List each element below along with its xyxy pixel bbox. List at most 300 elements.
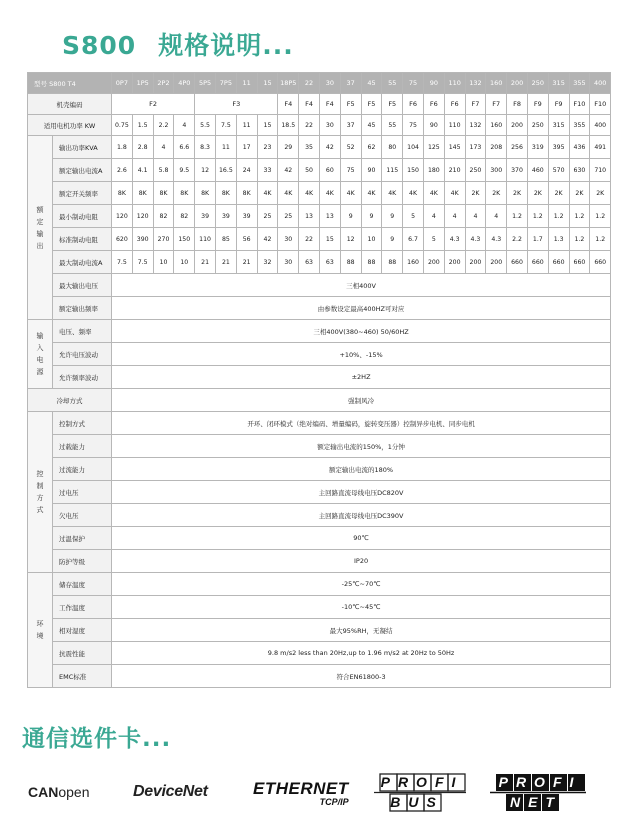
value-cell: 1.2 <box>569 228 590 251</box>
profinet-bottom-text: NET <box>510 794 562 810</box>
value-cell: 56 <box>236 228 257 251</box>
row-label: 过载能力 <box>53 435 112 458</box>
frame-code-cell: F5 <box>382 94 403 115</box>
value-cell: 2K <box>548 182 569 205</box>
value-cell: 208 <box>486 136 507 159</box>
value-cell: 60 <box>319 159 340 182</box>
spec-table <box>27 72 611 688</box>
value-cell: 400 <box>590 115 611 136</box>
model-code-cell: 18P5 <box>278 73 299 94</box>
row-label: 电压、频率 <box>53 320 112 343</box>
value-cell: 82 <box>153 205 174 228</box>
value-cell: 270 <box>153 228 174 251</box>
value-cell: 145 <box>444 136 465 159</box>
value-cell: 4K <box>319 182 340 205</box>
value-cell: 25 <box>257 205 278 228</box>
value-cell: 9 <box>382 228 403 251</box>
value-cell: 39 <box>215 205 236 228</box>
table-row <box>28 228 611 251</box>
value-cell: 1.7 <box>527 228 548 251</box>
value-cell: 4 <box>174 115 195 136</box>
value-cell: 29 <box>278 136 299 159</box>
profinet-top-text: PROFI <box>498 774 582 790</box>
page-subtitle: 规格说明... <box>158 31 294 60</box>
table-row <box>28 435 611 458</box>
span-value-cell: 主回路直流母线电压DC390V <box>112 504 611 527</box>
value-cell: 460 <box>527 159 548 182</box>
frame-code-cell: F10 <box>569 94 590 115</box>
value-cell: 250 <box>527 115 548 136</box>
value-cell: 6.7 <box>403 228 424 251</box>
value-cell: 2.8 <box>132 136 153 159</box>
environment-group-label: 环境 <box>36 620 44 640</box>
value-cell: 21 <box>215 251 236 274</box>
value-cell: 55 <box>382 115 403 136</box>
value-cell: 150 <box>174 228 195 251</box>
row-label: 过流能力 <box>53 458 112 481</box>
value-cell: 23 <box>257 136 278 159</box>
row-label: 欠电压 <box>53 504 112 527</box>
table-row <box>28 320 611 343</box>
value-cell: 1.2 <box>590 205 611 228</box>
value-cell: 8K <box>195 182 216 205</box>
frame-code-cell: F6 <box>444 94 465 115</box>
span-value-cell: -10℃~45℃ <box>112 596 611 619</box>
model-code-cell: 37 <box>340 73 361 94</box>
value-cell: 104 <box>403 136 424 159</box>
value-cell: 85 <box>215 228 236 251</box>
value-cell: 660 <box>548 251 569 274</box>
value-cell: 160 <box>486 115 507 136</box>
value-cell: 710 <box>590 159 611 182</box>
model-code-cell: 75 <box>403 73 424 94</box>
value-cell: 25 <box>278 205 299 228</box>
value-cell: 210 <box>444 159 465 182</box>
frame-code-cell: F4 <box>319 94 340 115</box>
value-cell: 62 <box>361 136 382 159</box>
input-power-group-label: 输入电源 <box>36 332 44 376</box>
value-cell: 200 <box>507 115 528 136</box>
model-code-cell: 15 <box>257 73 278 94</box>
span-value-cell: 开环、闭环模式（绝对编码、增量编码，旋转变压器）控制异步电机、同步电机 <box>112 412 611 435</box>
value-cell: 491 <box>590 136 611 159</box>
table-row <box>28 389 611 412</box>
row-label: 过温保护 <box>53 527 112 550</box>
value-cell: 660 <box>507 251 528 274</box>
model-code-cell: 315 <box>548 73 569 94</box>
value-cell: 4 <box>444 205 465 228</box>
table-row <box>28 115 611 136</box>
value-cell: 22 <box>299 228 320 251</box>
value-cell: 10 <box>153 251 174 274</box>
comm-cards-title: 通信选件卡... <box>22 726 172 752</box>
value-cell: 1.5 <box>132 115 153 136</box>
frame-code-cell: F9 <box>527 94 548 115</box>
value-cell: 4K <box>278 182 299 205</box>
value-cell: 13 <box>319 205 340 228</box>
value-cell: 45 <box>361 115 382 136</box>
value-cell: 4 <box>153 136 174 159</box>
value-cell: 1.2 <box>569 205 590 228</box>
row-label: 工作温度 <box>53 596 112 619</box>
value-cell: 15 <box>319 228 340 251</box>
value-cell: 173 <box>465 136 486 159</box>
table-row <box>28 297 611 320</box>
value-cell: 4K <box>299 182 320 205</box>
value-cell: 42 <box>319 136 340 159</box>
value-cell: 2K <box>465 182 486 205</box>
row-label: 额定开关频率 <box>53 182 112 205</box>
row-label: 最大输出电压 <box>53 274 112 297</box>
value-cell: 82 <box>174 205 195 228</box>
row-label: 适用电机功率 KW <box>28 115 112 136</box>
value-cell: 5.8 <box>153 159 174 182</box>
value-cell: 630 <box>569 159 590 182</box>
frame-code-cell: F6 <box>403 94 424 115</box>
model-code-cell: 7P5 <box>215 73 236 94</box>
value-cell: 660 <box>569 251 590 274</box>
value-cell: 30 <box>319 115 340 136</box>
model-code-cell: 55 <box>382 73 403 94</box>
value-cell: 16.5 <box>215 159 236 182</box>
value-cell: 2K <box>569 182 590 205</box>
value-cell: 88 <box>340 251 361 274</box>
value-cell: 21 <box>195 251 216 274</box>
value-cell: 6.6 <box>174 136 195 159</box>
table-row <box>28 458 611 481</box>
value-cell: 75 <box>340 159 361 182</box>
row-label: 最小制动电阻 <box>53 205 112 228</box>
model-code-cell: 2P2 <box>153 73 174 94</box>
value-cell: 7.5 <box>215 115 236 136</box>
row-label: EMC标准 <box>53 665 112 688</box>
value-cell: 200 <box>486 251 507 274</box>
value-cell: 315 <box>548 115 569 136</box>
row-label: 额定输出电流A <box>53 159 112 182</box>
frame-code-cell: F4 <box>278 94 299 115</box>
value-cell: 18.5 <box>278 115 299 136</box>
span-value-cell: -25℃~70℃ <box>112 573 611 596</box>
value-cell: 200 <box>444 251 465 274</box>
frame-code-cell: F6 <box>423 94 444 115</box>
profibus-bottom-text: BUS <box>390 794 444 810</box>
value-cell: 2.2 <box>153 115 174 136</box>
value-cell: 1.8 <box>112 136 133 159</box>
value-cell: 1.2 <box>527 205 548 228</box>
value-cell: 42 <box>257 228 278 251</box>
value-cell: 4.3 <box>444 228 465 251</box>
span-value-cell: 额定输出电流的180% <box>112 458 611 481</box>
table-row <box>28 136 611 159</box>
value-cell: 8K <box>153 182 174 205</box>
value-cell: 17 <box>236 136 257 159</box>
value-cell: 300 <box>486 159 507 182</box>
value-cell: 9 <box>382 205 403 228</box>
table-row <box>28 412 611 435</box>
value-cell: 4K <box>423 182 444 205</box>
value-cell: 12 <box>195 159 216 182</box>
value-cell: 4K <box>361 182 382 205</box>
value-cell: 9 <box>340 205 361 228</box>
table-row <box>28 504 611 527</box>
value-cell: 52 <box>340 136 361 159</box>
frame-code-cell: F2 <box>112 94 195 115</box>
value-cell: 660 <box>590 251 611 274</box>
model-code-cell: 4P0 <box>174 73 195 94</box>
value-cell: 8K <box>174 182 195 205</box>
ethernet-logo: ETHERNET TCP/IP <box>253 779 349 807</box>
value-cell: 88 <box>361 251 382 274</box>
table-row <box>28 527 611 550</box>
value-cell: 4K <box>382 182 403 205</box>
value-cell: 4.3 <box>465 228 486 251</box>
row-label: 允许频率波动 <box>53 366 112 389</box>
table-row <box>28 73 611 94</box>
frame-code-cell: F7 <box>486 94 507 115</box>
row-label: 机壳编码 <box>28 94 112 115</box>
profibus-logo <box>374 772 466 828</box>
input-power-group <box>28 320 53 389</box>
value-cell: 4 <box>465 205 486 228</box>
value-cell: 4 <box>486 205 507 228</box>
row-label: 允许电压波动 <box>53 343 112 366</box>
model-code-cell: 355 <box>569 73 590 94</box>
span-value-cell: 90℃ <box>112 527 611 550</box>
frame-code-cell: F5 <box>361 94 382 115</box>
page-title <box>62 26 294 62</box>
value-cell: 80 <box>382 136 403 159</box>
value-cell: 30 <box>278 228 299 251</box>
value-cell: 7.5 <box>132 251 153 274</box>
value-cell: 9 <box>361 205 382 228</box>
table-row <box>28 366 611 389</box>
value-cell: 10 <box>361 228 382 251</box>
value-cell: 5 <box>403 205 424 228</box>
value-cell: 2K <box>507 182 528 205</box>
value-cell: 4K <box>403 182 424 205</box>
row-label: 输出功率KVA <box>53 136 112 159</box>
model-name: S800 <box>62 31 137 60</box>
frame-code-cell: F9 <box>548 94 569 115</box>
value-cell: 160 <box>403 251 424 274</box>
model-code-cell: 160 <box>486 73 507 94</box>
span-value-cell: 额定输出电流的150%，1分钟 <box>112 435 611 458</box>
value-cell: 12 <box>340 228 361 251</box>
value-cell: 180 <box>423 159 444 182</box>
value-cell: 250 <box>465 159 486 182</box>
value-cell: 115 <box>382 159 403 182</box>
value-cell: 30 <box>278 251 299 274</box>
value-cell: 110 <box>195 228 216 251</box>
value-cell: 42 <box>278 159 299 182</box>
value-cell: 10 <box>174 251 195 274</box>
value-cell: 11 <box>215 136 236 159</box>
value-cell: 1.2 <box>507 205 528 228</box>
value-cell: 35 <box>299 136 320 159</box>
span-value-cell: 三相400V(380~460) 50/60HZ <box>112 320 611 343</box>
value-cell: 32 <box>257 251 278 274</box>
value-cell: 4.1 <box>132 159 153 182</box>
row-label: 抗震性能 <box>53 642 112 665</box>
value-cell: 4K <box>340 182 361 205</box>
value-cell: 15 <box>257 115 278 136</box>
devicenet-logo: DeviceNet <box>133 783 208 800</box>
span-value-cell: 符合EN61800-3 <box>112 665 611 688</box>
table-row <box>28 159 611 182</box>
value-cell: 355 <box>569 115 590 136</box>
profinet-logo <box>490 772 586 828</box>
span-value-cell: ±2HZ <box>112 366 611 389</box>
model-header-cell: 型号 S800 T4 <box>28 73 112 94</box>
row-label: 最大制动电流A <box>53 251 112 274</box>
value-cell: 620 <box>112 228 133 251</box>
value-cell: 88 <box>382 251 403 274</box>
model-code-cell: 11 <box>236 73 257 94</box>
value-cell: 39 <box>195 205 216 228</box>
model-code-cell: 30 <box>319 73 340 94</box>
value-cell: 24 <box>236 159 257 182</box>
value-cell: 63 <box>299 251 320 274</box>
value-cell: 4K <box>257 182 278 205</box>
frame-code-cell: F3 <box>195 94 278 115</box>
row-label: 标准制动电阻 <box>53 228 112 251</box>
row-label: 过电压 <box>53 481 112 504</box>
value-cell: 63 <box>319 251 340 274</box>
value-cell: 2.6 <box>112 159 133 182</box>
value-cell: 4.3 <box>486 228 507 251</box>
span-value-cell: 主回路直流母线电压DC820V <box>112 481 611 504</box>
model-code-cell: 250 <box>527 73 548 94</box>
value-cell: 75 <box>403 115 424 136</box>
model-code-cell: 110 <box>444 73 465 94</box>
value-cell: 0.75 <box>112 115 133 136</box>
value-cell: 13 <box>299 205 320 228</box>
profibus-top-text: PROFI <box>380 774 464 790</box>
value-cell: 1.2 <box>548 205 569 228</box>
table-row <box>28 274 611 297</box>
table-row <box>28 205 611 228</box>
table-row <box>28 619 611 642</box>
table-row <box>28 665 611 688</box>
value-cell: 11 <box>236 115 257 136</box>
table-row <box>28 642 611 665</box>
model-code-cell: 200 <box>507 73 528 94</box>
value-cell: 395 <box>548 136 569 159</box>
value-cell: 8K <box>132 182 153 205</box>
value-cell: 2.2 <box>507 228 528 251</box>
value-cell: 125 <box>423 136 444 159</box>
rated-output-group-label: 额定输出 <box>36 205 44 250</box>
value-cell: 200 <box>465 251 486 274</box>
value-cell: 256 <box>507 136 528 159</box>
span-value-cell: 强制风冷 <box>112 389 611 412</box>
value-cell: 2K <box>527 182 548 205</box>
frame-code-cell: F10 <box>590 94 611 115</box>
value-cell: 436 <box>569 136 590 159</box>
model-code-cell: 5P5 <box>195 73 216 94</box>
model-code-cell: 90 <box>423 73 444 94</box>
table-row <box>28 343 611 366</box>
model-code-cell: 1P5 <box>132 73 153 94</box>
table-row <box>28 251 611 274</box>
value-cell: 22 <box>299 115 320 136</box>
canopen-logo: CANopen <box>28 784 90 800</box>
frame-code-cell: F7 <box>465 94 486 115</box>
table-row <box>28 182 611 205</box>
model-code-cell: 132 <box>465 73 486 94</box>
comm-logos <box>0 770 633 836</box>
value-cell: 2K <box>590 182 611 205</box>
value-cell: 150 <box>403 159 424 182</box>
value-cell: 660 <box>527 251 548 274</box>
frame-code-cell: F8 <box>507 94 528 115</box>
span-value-cell: 最大95%RH，无凝结 <box>112 619 611 642</box>
value-cell: 110 <box>444 115 465 136</box>
model-code-cell: 45 <box>361 73 382 94</box>
value-cell: 50 <box>299 159 320 182</box>
value-cell: 4K <box>444 182 465 205</box>
value-cell: 8.3 <box>195 136 216 159</box>
value-cell: 4 <box>423 205 444 228</box>
control-group <box>28 412 53 573</box>
model-code-cell: 400 <box>590 73 611 94</box>
value-cell: 319 <box>527 136 548 159</box>
model-code-cell: 0P7 <box>112 73 133 94</box>
table-row <box>28 596 611 619</box>
value-cell: 9.5 <box>174 159 195 182</box>
row-label: 冷却方式 <box>28 389 112 412</box>
frame-code-cell: F4 <box>299 94 320 115</box>
span-value-cell: 9.8 m/s2 less than 20Hz,up to 1.96 m/s2 at 20Hz to 50Hz <box>112 642 611 665</box>
value-cell: 1.3 <box>548 228 569 251</box>
value-cell: 1.2 <box>590 228 611 251</box>
value-cell: 120 <box>132 205 153 228</box>
span-value-cell: +10%、-15% <box>112 343 611 366</box>
rated-output-group <box>28 136 53 320</box>
span-value-cell: 三相400V <box>112 274 611 297</box>
row-label: 防护等级 <box>53 550 112 573</box>
value-cell: 8K <box>236 182 257 205</box>
value-cell: 390 <box>132 228 153 251</box>
table-row <box>28 94 611 115</box>
span-value-cell: IP20 <box>112 550 611 573</box>
value-cell: 200 <box>423 251 444 274</box>
table-row <box>28 481 611 504</box>
model-code-cell: 22 <box>299 73 320 94</box>
environment-group <box>28 573 53 688</box>
value-cell: 39 <box>236 205 257 228</box>
value-cell: 8K <box>215 182 236 205</box>
value-cell: 21 <box>236 251 257 274</box>
value-cell: 132 <box>465 115 486 136</box>
value-cell: 120 <box>112 205 133 228</box>
value-cell: 5 <box>423 228 444 251</box>
table-row <box>28 550 611 573</box>
value-cell: 90 <box>361 159 382 182</box>
value-cell: 7.5 <box>112 251 133 274</box>
span-value-cell: 由参数设定最高400HZ可对应 <box>112 297 611 320</box>
value-cell: 370 <box>507 159 528 182</box>
row-label: 控制方式 <box>53 412 112 435</box>
row-label: 储存温度 <box>53 573 112 596</box>
frame-code-cell: F5 <box>340 94 361 115</box>
row-label: 相对湿度 <box>53 619 112 642</box>
value-cell: 2K <box>486 182 507 205</box>
value-cell: 90 <box>423 115 444 136</box>
value-cell: 570 <box>548 159 569 182</box>
control-group-label: 控制方式 <box>36 470 44 514</box>
value-cell: 8K <box>112 182 133 205</box>
